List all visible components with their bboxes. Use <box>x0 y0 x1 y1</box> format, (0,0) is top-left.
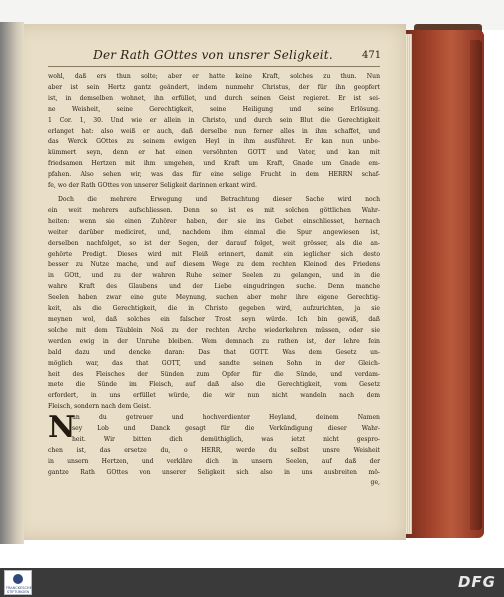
text-line: keit, als die Gerechtigkeit, die in Christo gegeben wird, aufzurichten, ja sie <box>48 305 380 313</box>
text-line: pfahen. Also sehen wir, was das für eine selige Frucht in dem HERRN schaf- <box>48 171 380 179</box>
text-line: heiten: wenn sie einen Zuhörer haben, der sie ins Gebet einschliesset, hernach <box>48 217 380 225</box>
text-line: ein weit mehrers aufschliessen. Denn so ist es mit solchen göttlichen Wahr- <box>48 206 380 214</box>
paragraph-2 <box>48 195 380 413</box>
text-line: in unsern Hertzen, und verkläre dich in unsern Seelen, auf daß der <box>48 457 380 465</box>
prayer-initial: N <box>48 410 76 445</box>
text-line: Doch die mehrere Erwegung und Betrachtung dieser Sache wird noch <box>58 196 380 203</box>
spine-shadow <box>0 22 24 544</box>
text-line: in GOtt, und zu der wahren Ruhe seiner Seelen zu gelangen, und in die <box>48 272 380 280</box>
viewer-footer <box>0 568 504 597</box>
text-line: ne Weisheit, seine Gerechtigkeit, seine Heiligung und seine Erlösung. <box>48 105 380 113</box>
paragraph-1 <box>48 72 380 192</box>
header-rule <box>48 66 380 67</box>
page-number: 471 <box>362 50 382 61</box>
text-line: 1 Cor. 1, 30. Und wie er allein in Christo, und durch sein Blut die Gerechtigkeit <box>48 116 380 124</box>
text-line: erfordert, in uns erfüllet würde, die wir nun nicht wandeln nach dem <box>48 392 380 400</box>
text-line: Fleisch, sondern nach dem Geist. <box>48 403 152 411</box>
text-line: wohl, daß ers thun solte; aber er hatte keine Kraft, solches zu thun. Nun <box>48 73 380 80</box>
text-line: wahre Kraft des Glaubens und der Liebe eingudringen suche. Denn manche <box>48 283 380 291</box>
text-line: möglich war, das that GOTT, und sandte seinen Sohn in der Gleich- <box>48 359 380 367</box>
text-line: Seelen haben zwar eine gute Meynung, suchen aber mehr ihre eigene Gerechtig- <box>48 294 380 302</box>
text-line: aber ist sein Hertz gantz geändert, indem nunmehr Christus, der für ihn geopfert <box>48 83 380 91</box>
text-line: das Werck GOttes zu seinem ewigen Heyl in ihm ausführet. Er kan nun unbe- <box>48 138 380 146</box>
text-line: meynen wol, daß solches ein falscher Trost seyn würde. Ich bin gewiß, daß <box>48 315 380 323</box>
library-logo-text: FRANCKESCHE STIFTUNGEN <box>6 586 32 594</box>
text-line: besser zu Nutze mache, und auf diesem Wege zu dem rechten Kleinod des Friedens <box>48 261 380 269</box>
text-line: fe, wo der Rath GOttes von unserer Seligkeit darinnen erkant wird. <box>48 182 257 190</box>
library-emblem-icon <box>13 574 23 584</box>
text-line: kümmert seyn, denn er hat einen versöhnten GOTT und Vater, und kan mit <box>48 149 380 157</box>
text-line: bald dazu und dencke daran: Das that GOTT. Was dem Gesetz un- <box>48 348 380 356</box>
text-line: ge, <box>370 479 380 487</box>
text-line: un du getreuer und hochverdienter Heyland, deinem Namen <box>72 414 380 421</box>
text-line: solche mit dem Täublein Noä zu der rechten Arche wiederkehren müssen, oder sie <box>48 326 380 334</box>
dfg-logo[interactable]: DFG <box>457 573 496 591</box>
text-line: friedsamen Hertzen mit ihm umgehen, und Kraft um Kraft, Gnade um Gnade em- <box>48 160 380 168</box>
text-line: sey Lob und Danck gesagt für die Verkündigung dieser Wahr- <box>72 424 380 432</box>
text-line: mete die Sünde im Fleisch, auf daß also die Gerechtigkeit, vom Gesetz <box>48 381 380 389</box>
running-head: Der Rath GOttes von unsrer Seligkeit. <box>93 48 333 62</box>
text-line: gantze Rath GOttes von unserer Seligkeit sich also in uns ausbreiten mö- <box>48 468 380 476</box>
text-line: weiter darüber mediciret, und, nachdem ihm einmal die Spur angewiesen ist, <box>48 228 380 236</box>
library-logo[interactable] <box>4 570 32 595</box>
book-cover-edge <box>470 40 482 530</box>
prayer-paragraph <box>48 410 380 489</box>
text-line: ist, in demselben wohnet, ihn erfüllet, und durch seinen Geist regieret. Er ist sei- <box>48 94 380 102</box>
text-line: heit. Wir bitten dich demüthiglich, was ietzt nicht gespro- <box>72 435 380 443</box>
text-line: gehörte Predigt. Dieses wird mit Fleiß erinnert, damit ein ieglicher sich desto <box>48 250 380 258</box>
text-line: werden ewig in der Unruhe bleiben. Wem demnach zu rathen ist, der lehre fein <box>48 337 380 345</box>
text-line: erlanget hat: also weiß er auch, daß derselbe nun ferner alles in ihm schaffet, und <box>48 127 380 135</box>
text-line: heit des Fleisches der Sünden zum Opfer für die Sünde, und verdam- <box>48 370 380 378</box>
text-line: derselben nachfolget, so ist der Segen, der darauf folget, weit grösser, als die an- <box>48 239 380 247</box>
text-line: chen ist, das ersetze du, o HERR, werde du selbst unsre Weisheit <box>48 446 380 454</box>
